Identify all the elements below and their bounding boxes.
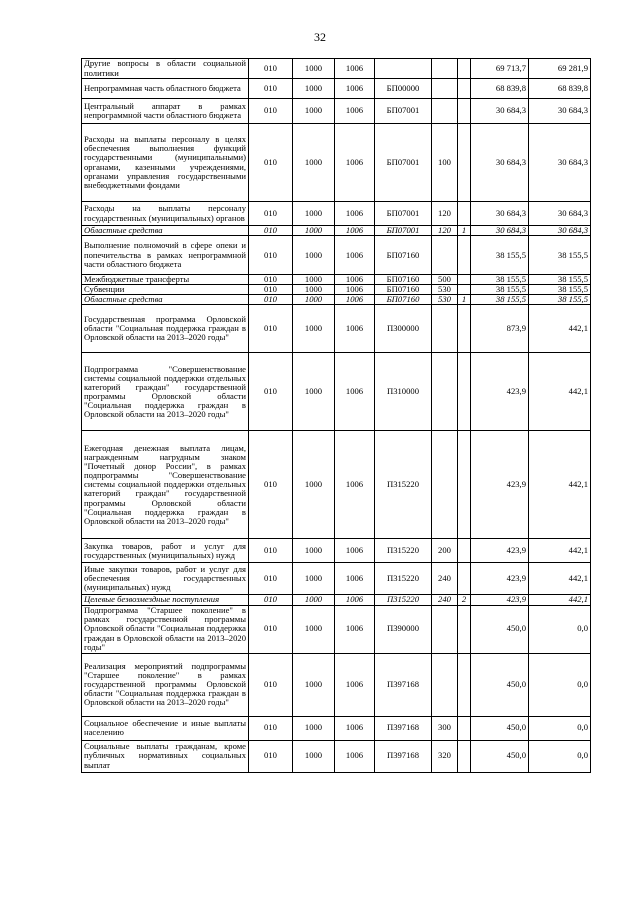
amount-year-1: 38 155,5 — [471, 295, 529, 305]
code-source — [458, 275, 471, 285]
code-admin: 010 — [249, 605, 293, 653]
code-admin: 010 — [249, 295, 293, 305]
amount-year-2: 442,1 — [529, 305, 591, 353]
code-expense-type — [432, 59, 458, 79]
code-section: 1000 — [293, 740, 335, 772]
row-name: Подпрограмма "Совершенствование системы социальной поддержки отдельных категорий граждан" государственной программы Орловской области "Социальная поддержка граждан в Орловской области на 2013–2020 годы" — [82, 353, 249, 431]
code-admin: 010 — [249, 539, 293, 563]
code-target: П315220 — [375, 595, 432, 605]
code-expense-type — [432, 99, 458, 124]
code-source: 1 — [458, 226, 471, 236]
row-name: Реализация мероприятий подпрограммы "Старшее поколение" в рамках государственной программы Орловской области "Социальная поддержка граждан в Орловской области на 2013–2020 годы" — [82, 653, 249, 716]
code-target: БП07160 — [375, 295, 432, 305]
amount-year-2: 442,1 — [529, 353, 591, 431]
code-admin: 010 — [249, 563, 293, 595]
code-section: 1000 — [293, 431, 335, 539]
row-name: Субвенции — [82, 285, 249, 295]
table-row — [82, 295, 591, 305]
code-subsection: 1006 — [335, 295, 375, 305]
amount-year-1: 450,0 — [471, 740, 529, 772]
amount-year-1: 30 684,3 — [471, 202, 529, 226]
code-target: БП07160 — [375, 285, 432, 295]
amount-year-2: 0,0 — [529, 653, 591, 716]
code-expense-type: 320 — [432, 740, 458, 772]
table-row — [82, 202, 591, 226]
amount-year-1: 450,0 — [471, 605, 529, 653]
row-name: Подпрограмма "Старшее поколение" в рамках государственной программы Орловской области "Социальная поддержка граждан в Орловской области на 2013–2020 годы" — [82, 605, 249, 653]
code-source — [458, 305, 471, 353]
table-row — [82, 653, 591, 716]
amount-year-2: 0,0 — [529, 605, 591, 653]
code-admin: 010 — [249, 305, 293, 353]
code-target: П310000 — [375, 353, 432, 431]
code-section: 1000 — [293, 353, 335, 431]
code-target: П315220 — [375, 431, 432, 539]
code-subsection: 1006 — [335, 202, 375, 226]
code-admin: 010 — [249, 740, 293, 772]
code-source — [458, 353, 471, 431]
code-section: 1000 — [293, 226, 335, 236]
code-expense-type: 200 — [432, 539, 458, 563]
code-target: БП07160 — [375, 236, 432, 275]
code-target: БП07001 — [375, 124, 432, 202]
code-subsection: 1006 — [335, 59, 375, 79]
code-admin: 010 — [249, 99, 293, 124]
amount-year-1: 38 155,5 — [471, 285, 529, 295]
code-source — [458, 79, 471, 99]
code-subsection: 1006 — [335, 605, 375, 653]
code-subsection: 1006 — [335, 226, 375, 236]
row-name: Областные средства — [82, 295, 249, 305]
table-row — [82, 539, 591, 563]
table-row — [82, 236, 591, 275]
code-subsection: 1006 — [335, 99, 375, 124]
code-admin: 010 — [249, 236, 293, 275]
row-name: Непрограммная часть областного бюджета — [82, 79, 249, 99]
row-name: Ежегодная денежная выплата лицам, награжденным нагрудным знаком "Почетный донор России", в рамках подпрограммы "Совершенствование системы социальной поддержки отдельных категорий граждан" государственной программы Орловской области "Социальная поддержка граждан в Орловской области на 2013–2020 годы" — [82, 431, 249, 539]
code-subsection: 1006 — [335, 563, 375, 595]
code-section: 1000 — [293, 305, 335, 353]
code-subsection: 1006 — [335, 79, 375, 99]
amount-year-2: 30 684,3 — [529, 202, 591, 226]
amount-year-1: 423,9 — [471, 595, 529, 605]
table-row — [82, 124, 591, 202]
code-expense-type: 530 — [432, 295, 458, 305]
code-expense-type: 500 — [432, 275, 458, 285]
code-expense-type — [432, 653, 458, 716]
code-section: 1000 — [293, 236, 335, 275]
amount-year-1: 38 155,5 — [471, 236, 529, 275]
code-expense-type: 120 — [432, 202, 458, 226]
code-section: 1000 — [293, 595, 335, 605]
code-expense-type: 530 — [432, 285, 458, 295]
amount-year-2: 38 155,5 — [529, 275, 591, 285]
table-row — [82, 605, 591, 653]
row-name: Государственная программа Орловской области "Социальная поддержка граждан в Орловской области на 2013–2020 годы" — [82, 305, 249, 353]
amount-year-1: 873,9 — [471, 305, 529, 353]
code-target: П315220 — [375, 539, 432, 563]
budget-table-body — [82, 59, 591, 773]
code-expense-type — [432, 236, 458, 275]
amount-year-2: 68 839,8 — [529, 79, 591, 99]
code-source: 1 — [458, 295, 471, 305]
code-admin: 010 — [249, 124, 293, 202]
page-number: 32 — [314, 30, 326, 44]
code-subsection: 1006 — [335, 595, 375, 605]
code-admin: 010 — [249, 353, 293, 431]
code-admin: 010 — [249, 285, 293, 295]
row-name: Выполнение полномочий в сфере опеки и попечительства в рамках непрограммной части областного бюджета — [82, 236, 249, 275]
amount-year-1: 423,9 — [471, 353, 529, 431]
code-section: 1000 — [293, 295, 335, 305]
amount-year-1: 450,0 — [471, 716, 529, 740]
row-name: Центральный аппарат в рамках непрограммной части областного бюджета — [82, 99, 249, 124]
code-expense-type: 240 — [432, 563, 458, 595]
amount-year-2: 38 155,5 — [529, 285, 591, 295]
code-target: П300000 — [375, 305, 432, 353]
row-name: Иные закупки товаров, работ и услуг для обеспечения государственных (муниципальных) нужд — [82, 563, 249, 595]
code-subsection: 1006 — [335, 285, 375, 295]
code-section: 1000 — [293, 99, 335, 124]
amount-year-1: 30 684,3 — [471, 226, 529, 236]
code-target: П390000 — [375, 605, 432, 653]
code-expense-type — [432, 605, 458, 653]
code-section: 1000 — [293, 653, 335, 716]
code-subsection: 1006 — [335, 653, 375, 716]
code-target: БП07001 — [375, 99, 432, 124]
code-admin: 010 — [249, 716, 293, 740]
code-section: 1000 — [293, 605, 335, 653]
amount-year-2: 442,1 — [529, 595, 591, 605]
amount-year-2: 38 155,5 — [529, 236, 591, 275]
row-name: Областные средства — [82, 226, 249, 236]
table-row — [82, 716, 591, 740]
code-admin: 010 — [249, 59, 293, 79]
amount-year-1: 30 684,3 — [471, 99, 529, 124]
amount-year-2: 30 684,3 — [529, 99, 591, 124]
code-target: П397168 — [375, 740, 432, 772]
row-name: Расходы на выплаты персоналу государственных (муниципальных) органов — [82, 202, 249, 226]
amount-year-1: 450,0 — [471, 653, 529, 716]
code-admin: 010 — [249, 653, 293, 716]
code-admin: 010 — [249, 595, 293, 605]
code-section: 1000 — [293, 275, 335, 285]
code-subsection: 1006 — [335, 305, 375, 353]
code-subsection: 1006 — [335, 716, 375, 740]
code-target: БП07001 — [375, 202, 432, 226]
table-row — [82, 740, 591, 772]
table-row — [82, 59, 591, 79]
code-section: 1000 — [293, 563, 335, 595]
code-source — [458, 716, 471, 740]
code-expense-type — [432, 79, 458, 99]
code-section: 1000 — [293, 202, 335, 226]
table-row — [82, 595, 591, 605]
amount-year-1: 423,9 — [471, 539, 529, 563]
code-source — [458, 99, 471, 124]
code-admin: 010 — [249, 202, 293, 226]
code-admin: 010 — [249, 275, 293, 285]
table-row — [82, 353, 591, 431]
code-target — [375, 59, 432, 79]
row-name: Целевые безвозмездные поступления — [82, 595, 249, 605]
amount-year-1: 69 713,7 — [471, 59, 529, 79]
amount-year-1: 30 684,3 — [471, 124, 529, 202]
table-row — [82, 79, 591, 99]
table-row — [82, 99, 591, 124]
code-source — [458, 124, 471, 202]
table-row — [82, 563, 591, 595]
code-section: 1000 — [293, 285, 335, 295]
row-name: Расходы на выплаты персоналу в целях обеспечения выполнения функций государственными (муниципальными) органами, казенными учреждениями, органами управления государственными внебюджетными фондами — [82, 124, 249, 202]
table-row — [82, 226, 591, 236]
code-source — [458, 202, 471, 226]
code-target: П397168 — [375, 716, 432, 740]
code-source — [458, 285, 471, 295]
row-name: Социальное обеспечение и иные выплаты населению — [82, 716, 249, 740]
amount-year-2: 0,0 — [529, 740, 591, 772]
code-subsection: 1006 — [335, 740, 375, 772]
code-expense-type — [432, 353, 458, 431]
code-expense-type: 300 — [432, 716, 458, 740]
row-name: Другие вопросы в области социальной политики — [82, 59, 249, 79]
code-source — [458, 431, 471, 539]
row-name: Межбюджетные трансферты — [82, 275, 249, 285]
code-source — [458, 236, 471, 275]
table-row — [82, 285, 591, 295]
code-expense-type: 100 — [432, 124, 458, 202]
row-name: Социальные выплаты гражданам, кроме публичных нормативных социальных выплат — [82, 740, 249, 772]
code-section: 1000 — [293, 124, 335, 202]
code-target: БП07001 — [375, 226, 432, 236]
code-target: П315220 — [375, 563, 432, 595]
amount-year-2: 442,1 — [529, 431, 591, 539]
code-section: 1000 — [293, 716, 335, 740]
code-subsection: 1006 — [335, 236, 375, 275]
amount-year-1: 423,9 — [471, 431, 529, 539]
code-subsection: 1006 — [335, 539, 375, 563]
code-expense-type — [432, 431, 458, 539]
code-source: 2 — [458, 595, 471, 605]
code-source — [458, 539, 471, 563]
code-admin: 010 — [249, 431, 293, 539]
amount-year-2: 442,1 — [529, 563, 591, 595]
row-name: Закупка товаров, работ и услуг для государственных (муниципальных) нужд — [82, 539, 249, 563]
amount-year-1: 68 839,8 — [471, 79, 529, 99]
code-admin: 010 — [249, 226, 293, 236]
table-row — [82, 305, 591, 353]
code-source — [458, 605, 471, 653]
amount-year-2: 69 281,9 — [529, 59, 591, 79]
code-target: П397168 — [375, 653, 432, 716]
amount-year-2: 30 684,3 — [529, 124, 591, 202]
amount-year-2: 38 155,5 — [529, 295, 591, 305]
code-section: 1000 — [293, 59, 335, 79]
amount-year-1: 38 155,5 — [471, 275, 529, 285]
code-subsection: 1006 — [335, 353, 375, 431]
code-expense-type: 120 — [432, 226, 458, 236]
code-expense-type — [432, 305, 458, 353]
code-section: 1000 — [293, 79, 335, 99]
code-source — [458, 740, 471, 772]
code-target: БП07160 — [375, 275, 432, 285]
table-row — [82, 431, 591, 539]
code-expense-type: 240 — [432, 595, 458, 605]
code-subsection: 1006 — [335, 431, 375, 539]
amount-year-2: 442,1 — [529, 539, 591, 563]
code-section: 1000 — [293, 539, 335, 563]
code-source — [458, 653, 471, 716]
amount-year-2: 30 684,3 — [529, 226, 591, 236]
amount-year-2: 0,0 — [529, 716, 591, 740]
code-admin: 010 — [249, 79, 293, 99]
code-subsection: 1006 — [335, 275, 375, 285]
code-source — [458, 59, 471, 79]
code-target: БП00000 — [375, 79, 432, 99]
code-source — [458, 563, 471, 595]
budget-table — [81, 58, 591, 773]
amount-year-1: 423,9 — [471, 563, 529, 595]
table-row — [82, 275, 591, 285]
code-subsection: 1006 — [335, 124, 375, 202]
